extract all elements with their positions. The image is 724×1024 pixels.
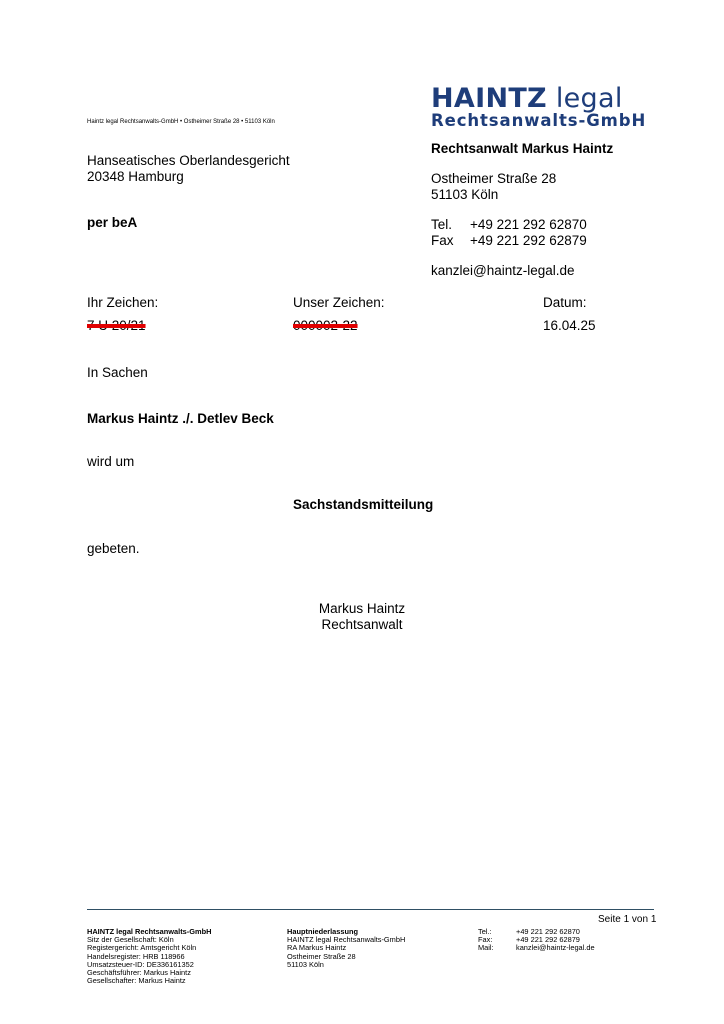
ihr-zeichen-label: Ihr Zeichen: (87, 295, 159, 310)
footer-mail-value[interactable]: kanzlei@haintz-legal.de (516, 943, 595, 953)
footer-line: 51103 Köln (287, 959, 324, 969)
office-city: 51103 Köln (431, 187, 499, 202)
footer-fax-label: Fax: (478, 935, 493, 945)
sender-return-address: Haintz legal Rechtsanwalts-GmbH • Ostheimer Straße 28 • 51103 Köln (87, 119, 275, 125)
company-logo (431, 84, 623, 114)
signature-title: Rechtsanwalt (321, 617, 403, 632)
fax-number: +49 221 292 62879 (470, 233, 587, 248)
tel-label: Tel. (431, 217, 453, 232)
footer-line: RA Markus Haintz (287, 943, 347, 953)
footer-mail-label: Mail: (478, 943, 494, 953)
lawyer-name: Rechtsanwalt Markus Haintz (431, 141, 614, 156)
footer-line: Umsatzsteuer-ID: DE336161352 (87, 959, 194, 969)
footer-line: Sitz der Gesellschaft: Köln (87, 935, 174, 945)
ihr-zeichen-value: 7 U 20/21 (87, 318, 146, 333)
footer-contact-values (516, 928, 595, 953)
footer-line: Handelsregister: HRB 118966 (87, 951, 185, 961)
recipient-city: 20348 Hamburg (87, 169, 184, 184)
wird-um-text: wird um (87, 454, 135, 469)
tel-number[interactable]: +49 221 292 62870 (470, 217, 587, 232)
logo-subtitle: Rechtsanwalts-GmbH (431, 111, 647, 130)
footer-line: Gesellschafter: Markus Haintz (87, 976, 186, 986)
signature-name: Markus Haintz (318, 601, 406, 616)
fax-label: Fax (431, 233, 454, 248)
footer-fax-value: +49 221 292 62879 (516, 935, 580, 945)
gebeten-text: gebeten. (87, 541, 140, 556)
datum-label: Datum: (543, 295, 587, 310)
footer-tel-value: +49 221 292 62870 (516, 927, 580, 936)
datum-value: 16.04.25 (543, 318, 596, 333)
footer-line: HAINTZ legal Rechtsanwalts-GmbH (287, 935, 406, 945)
footer-company-info (87, 928, 211, 985)
footer-headquarters (287, 928, 405, 969)
footer-line: Ostheimer Straße 28 (287, 951, 356, 961)
unser-zeichen-label: Unser Zeichen: (293, 295, 385, 310)
unser-zeichen-value: 000002-22 (293, 318, 358, 333)
footer-contact-labels (478, 928, 494, 953)
footer-company-name: HAINTZ legal Rechtsanwalts-GmbH (87, 927, 212, 936)
email-address[interactable]: kanzlei@haintz-legal.de (431, 263, 575, 278)
delivery-method: per beA (87, 215, 138, 230)
letter-subject: Sachstandsmitteilung (293, 497, 434, 512)
footer-line: Registergericht: Amtsgericht Köln (87, 943, 197, 953)
page-number: Seite 1 von 1 (598, 914, 657, 925)
case-parties: Markus Haintz ./. Detlev Beck (87, 411, 274, 426)
footer-line: Geschäftsführer: Markus Haintz (87, 967, 191, 977)
logo-brand-light: legal (555, 83, 623, 114)
footer-tel-label: Tel.: (478, 927, 492, 936)
in-sachen-text: In Sachen (87, 365, 148, 380)
footer-hq-heading: Hauptniederlassung (287, 927, 359, 936)
office-street: Ostheimer Straße 28 (431, 171, 557, 186)
recipient-name: Hanseatisches Oberlandesgericht (87, 153, 290, 168)
footer-divider (87, 909, 654, 910)
logo-brand-bold: HAINTZ (431, 83, 547, 114)
